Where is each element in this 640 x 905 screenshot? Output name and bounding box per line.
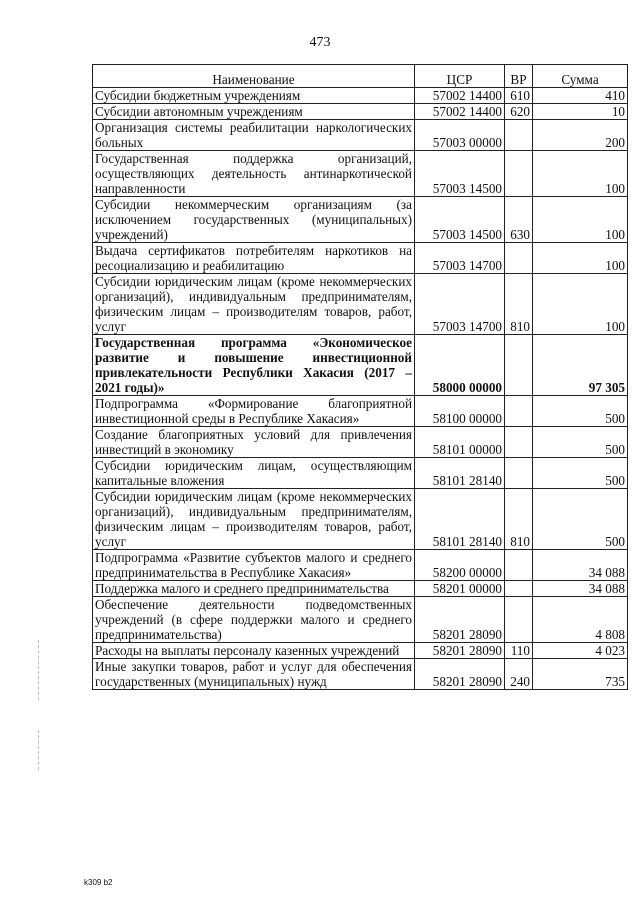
row-name: Подпрограмма «Формирование благоприятной инвестиционной среды в Республике Хакасия» xyxy=(93,396,415,427)
row-vr xyxy=(505,151,533,197)
row-csr: 58101 28140 xyxy=(415,458,505,489)
table-row xyxy=(93,335,628,396)
row-csr: 58100 00000 xyxy=(415,396,505,427)
table-row xyxy=(93,151,628,197)
budget-table xyxy=(92,64,628,690)
row-name: Субсидии бюджетным учреждениям xyxy=(93,88,415,104)
row-name: Субсидии юридическим лицам (кроме некоммерческих организаций), индивидуальным предпринимателям, физическим лицам – производителям товаров, работ, услуг xyxy=(93,274,415,335)
table-row xyxy=(93,489,628,550)
row-csr: 57003 14500 xyxy=(415,151,505,197)
header-name: Наименование xyxy=(93,65,415,88)
row-vr xyxy=(505,581,533,597)
footer-code: k309 b2 xyxy=(84,878,113,887)
row-csr: 58201 28090 xyxy=(415,597,505,643)
row-csr: 58200 00000 xyxy=(415,550,505,581)
row-vr xyxy=(505,550,533,581)
row-csr: 57003 14500 xyxy=(415,197,505,243)
row-csr: 58201 00000 xyxy=(415,581,505,597)
row-name: Обеспечение деятельности подведомственных учреждений (в сфере поддержки малого и среднего предпринимательства) xyxy=(93,597,415,643)
row-name: Субсидии некоммерческим организациям (за исключением государственных (муниципальных) учреждений) xyxy=(93,197,415,243)
row-name: Поддержка малого и среднего предпринимательства xyxy=(93,581,415,597)
row-vr xyxy=(505,120,533,151)
row-csr: 58101 28140 xyxy=(415,489,505,550)
row-name: Субсидии автономным учреждениям xyxy=(93,104,415,120)
row-sum: 100 xyxy=(533,243,628,274)
row-sum: 4 808 xyxy=(533,597,628,643)
row-name: Создание благоприятных условий для привлечения инвестиций в экономику xyxy=(93,427,415,458)
row-sum: 200 xyxy=(533,120,628,151)
row-sum: 500 xyxy=(533,427,628,458)
row-sum: 10 xyxy=(533,104,628,120)
row-sum: 735 xyxy=(533,659,628,690)
header-csr: ЦСР xyxy=(415,65,505,88)
row-csr: 57002 14400 xyxy=(415,88,505,104)
margin-mark xyxy=(38,730,40,770)
table-row xyxy=(93,581,628,597)
row-name: Расходы на выплаты персоналу казенных учреждений xyxy=(93,643,415,659)
row-sum: 500 xyxy=(533,396,628,427)
row-sum: 100 xyxy=(533,197,628,243)
row-name: Государственная поддержка организаций, осуществляющих деятельность антинаркотической направленности xyxy=(93,151,415,197)
table-row xyxy=(93,550,628,581)
row-vr: 240 xyxy=(505,659,533,690)
header-sum: Сумма xyxy=(533,65,628,88)
table-row xyxy=(93,120,628,151)
row-vr xyxy=(505,396,533,427)
row-name: Подпрограмма «Развитие субъектов малого и среднего предпринимательства в Республике Хакасия» xyxy=(93,550,415,581)
table-row xyxy=(93,274,628,335)
row-vr xyxy=(505,597,533,643)
table-row xyxy=(93,427,628,458)
row-name: Выдача сертификатов потребителям наркотиков на ресоциализацию и реабилитацию xyxy=(93,243,415,274)
row-sum: 500 xyxy=(533,489,628,550)
row-vr xyxy=(505,427,533,458)
page-number: 473 xyxy=(309,35,331,50)
row-name: Субсидии юридическим лицам (кроме некоммерческих организаций), индивидуальным предпринимателям, физическим лицам – производителям товаров, работ, услуг xyxy=(93,489,415,550)
table-body xyxy=(93,88,628,690)
row-sum: 34 088 xyxy=(533,581,628,597)
row-csr: 58000 00000 xyxy=(415,335,505,396)
table-row xyxy=(93,243,628,274)
row-name: Субсидии юридическим лицам, осуществляющим капитальные вложения xyxy=(93,458,415,489)
row-name: Иные закупки товаров, работ и услуг для обеспечения государственных (муниципальных) нужд xyxy=(93,659,415,690)
row-csr: 57002 14400 xyxy=(415,104,505,120)
row-vr: 810 xyxy=(505,274,533,335)
row-csr: 57003 14700 xyxy=(415,274,505,335)
row-sum: 100 xyxy=(533,151,628,197)
row-sum: 410 xyxy=(533,88,628,104)
row-vr xyxy=(505,458,533,489)
margin-mark xyxy=(38,640,40,700)
row-csr: 58101 00000 xyxy=(415,427,505,458)
table-header-row xyxy=(93,65,628,88)
table-row xyxy=(93,197,628,243)
row-vr: 620 xyxy=(505,104,533,120)
row-sum: 100 xyxy=(533,274,628,335)
table-row xyxy=(93,597,628,643)
row-sum: 97 305 xyxy=(533,335,628,396)
table-row xyxy=(93,396,628,427)
row-sum: 34 088 xyxy=(533,550,628,581)
row-sum: 4 023 xyxy=(533,643,628,659)
row-vr: 810 xyxy=(505,489,533,550)
row-vr xyxy=(505,243,533,274)
row-vr xyxy=(505,335,533,396)
row-csr: 57003 14700 xyxy=(415,243,505,274)
row-vr: 610 xyxy=(505,88,533,104)
table-row xyxy=(93,458,628,489)
row-csr: 58201 28090 xyxy=(415,659,505,690)
table-row xyxy=(93,659,628,690)
row-name: Организация системы реабилитации наркологических больных xyxy=(93,120,415,151)
row-csr: 57003 00000 xyxy=(415,120,505,151)
table-row xyxy=(93,643,628,659)
row-vr: 630 xyxy=(505,197,533,243)
header-vr: ВР xyxy=(505,65,533,88)
row-sum: 500 xyxy=(533,458,628,489)
row-name: Государственная программа «Экономическое развитие и повышение инвестиционной привлекательности Республики Хакасия (2017 – 2021 годы)» xyxy=(93,335,415,396)
table-row xyxy=(93,104,628,120)
row-vr: 110 xyxy=(505,643,533,659)
table-row xyxy=(93,88,628,104)
row-csr: 58201 28090 xyxy=(415,643,505,659)
